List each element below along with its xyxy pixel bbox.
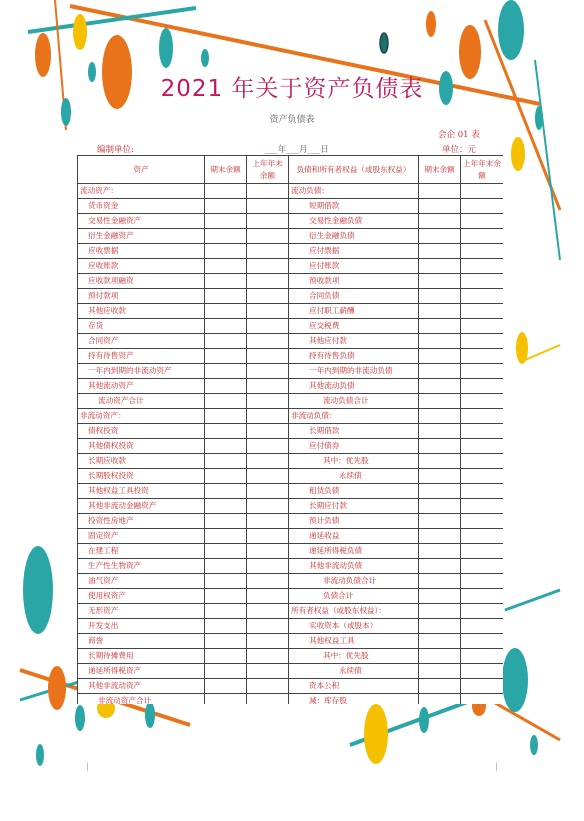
asset-prior-balance-cell[interactable] — [247, 214, 289, 229]
asset-prior-balance-cell[interactable] — [247, 439, 289, 454]
stripe-teal-bottom-right — [505, 590, 560, 610]
liability-end-balance-cell[interactable] — [419, 559, 461, 574]
liability-prior-balance-cell[interactable] — [461, 424, 504, 439]
blob-yellow — [73, 14, 87, 50]
blob-yellow-bottom — [364, 704, 388, 764]
asset-item-label: 债权投资 — [78, 424, 205, 439]
blob-teal-corner — [530, 735, 538, 755]
asset-end-balance-cell[interactable] — [205, 184, 247, 199]
asset-end-balance-cell[interactable] — [205, 559, 247, 574]
asset-prior-balance-cell[interactable] — [247, 274, 289, 289]
asset-end-balance-cell[interactable] — [205, 634, 247, 649]
asset-item-label: 长期应收款 — [78, 454, 205, 469]
asset-item-label: 投资性房地产 — [78, 514, 205, 529]
liability-item-label: 其中：优先股 — [289, 649, 419, 664]
liability-item-label: 预计负债 — [289, 514, 419, 529]
asset-prior-balance-cell[interactable] — [247, 349, 289, 364]
blob-orange-bottom-left — [48, 666, 66, 710]
asset-item-label: 应收款项融资 — [78, 274, 205, 289]
liability-prior-balance-cell[interactable] — [461, 334, 504, 349]
asset-item-label: 在建工程 — [78, 544, 205, 559]
liability-prior-balance-cell[interactable] — [461, 349, 504, 364]
page-title: 2021 年关于资产负债表 — [160, 76, 424, 102]
table-row — [78, 259, 504, 274]
asset-prior-balance-cell[interactable] — [247, 499, 289, 514]
liability-item-label: 永续债 — [289, 469, 419, 484]
asset-prior-balance-cell[interactable] — [247, 649, 289, 664]
table-row — [78, 289, 504, 304]
blob-yellow-right — [511, 137, 525, 171]
asset-prior-balance-cell[interactable] — [247, 619, 289, 634]
asset-end-balance-cell[interactable] — [205, 409, 247, 424]
asset-end-balance-cell[interactable] — [205, 694, 247, 705]
liability-end-balance-cell[interactable] — [419, 529, 461, 544]
liability-item-label: 交易性金融负债 — [289, 214, 419, 229]
asset-prior-balance-cell[interactable] — [247, 304, 289, 319]
header-prior-balance-right: 上年年末余额 — [461, 156, 504, 184]
asset-end-balance-cell[interactable] — [205, 529, 247, 544]
blob-yellow-right-mid — [516, 332, 528, 364]
asset-item-label: 一年内到期的非流动资产 — [78, 364, 205, 379]
asset-end-balance-cell[interactable] — [205, 544, 247, 559]
asset-prior-balance-cell[interactable] — [247, 679, 289, 694]
header-prior-balance: 上年年末余额 — [247, 156, 289, 184]
asset-end-balance-cell[interactable] — [205, 469, 247, 484]
asset-prior-balance-cell[interactable] — [247, 514, 289, 529]
table-row — [78, 439, 504, 454]
table-row — [78, 664, 504, 679]
asset-item-label: 使用权资产 — [78, 589, 205, 604]
liability-item-label: 递延所得税负债 — [289, 544, 419, 559]
liability-end-balance-cell[interactable] — [419, 304, 461, 319]
liability-item-label: 租赁负债 — [289, 484, 419, 499]
table-row — [78, 514, 504, 529]
liability-item-label: 预收款项 — [289, 274, 419, 289]
asset-item-label: 递延所得税资产 — [78, 664, 205, 679]
header-assets: 资产 — [78, 156, 205, 184]
liability-end-balance-cell[interactable] — [419, 634, 461, 649]
asset-prior-balance-cell[interactable] — [247, 259, 289, 274]
asset-prior-balance-cell[interactable] — [247, 394, 289, 409]
asset-end-balance-cell[interactable] — [205, 379, 247, 394]
liability-end-balance-cell[interactable] — [419, 214, 461, 229]
asset-end-balance-cell[interactable] — [205, 199, 247, 214]
asset-item-label: 预付款项 — [78, 289, 205, 304]
liability-item-label: 其他应付款 — [289, 334, 419, 349]
liability-end-balance-cell[interactable] — [419, 259, 461, 274]
liability-item-label: 所有者权益（或股东权益）： — [289, 604, 419, 619]
asset-item-label: 其他债权投资 — [78, 439, 205, 454]
asset-item-label: 生产性生物资产 — [78, 559, 205, 574]
asset-end-balance-cell[interactable] — [205, 484, 247, 499]
liability-end-balance-cell[interactable] — [419, 424, 461, 439]
liability-prior-balance-cell[interactable] — [461, 544, 504, 559]
table-row — [78, 454, 504, 469]
table-row — [78, 679, 504, 694]
liability-prior-balance-cell[interactable] — [461, 679, 504, 694]
liability-item-label: 非流动负债： — [289, 409, 419, 424]
liability-end-balance-cell[interactable] — [419, 319, 461, 334]
asset-item-label: 合同资产 — [78, 334, 205, 349]
liability-prior-balance-cell[interactable] — [461, 319, 504, 334]
liability-item-label: 负债合计 — [289, 589, 419, 604]
asset-prior-balance-cell[interactable] — [247, 334, 289, 349]
table-row — [78, 544, 504, 559]
header-end-balance-right: 期末余额 — [419, 156, 461, 184]
table-row — [78, 574, 504, 589]
blob-teal-bottom — [75, 705, 85, 731]
liability-item-label: 长期借款 — [289, 424, 419, 439]
asset-item-label: 货币资金 — [78, 199, 205, 214]
table-row — [78, 364, 504, 379]
asset-item-label: 油气资产 — [78, 574, 205, 589]
liability-item-label: 永续债 — [289, 664, 419, 679]
liability-item-label: 衍生金融负债 — [289, 229, 419, 244]
blob-teal-mid — [201, 49, 209, 67]
table-row — [78, 649, 504, 664]
liability-end-balance-cell[interactable] — [419, 454, 461, 469]
liability-prior-balance-cell[interactable] — [461, 634, 504, 649]
asset-item-label: 其他非流动金融资产 — [78, 499, 205, 514]
asset-item-label: 非流动资产： — [78, 409, 205, 424]
liability-prior-balance-cell[interactable] — [461, 649, 504, 664]
blob-teal-right — [498, 0, 524, 60]
asset-end-balance-cell[interactable] — [205, 499, 247, 514]
liability-end-balance-cell[interactable] — [419, 394, 461, 409]
liability-prior-balance-cell[interactable] — [461, 289, 504, 304]
liability-item-label: 实收资本（或股本） — [289, 619, 419, 634]
asset-prior-balance-cell[interactable] — [247, 694, 289, 705]
table-row — [78, 319, 504, 334]
table-row — [78, 589, 504, 604]
asset-prior-balance-cell[interactable] — [247, 469, 289, 484]
liability-end-balance-cell[interactable] — [419, 349, 461, 364]
asset-end-balance-cell[interactable] — [205, 394, 247, 409]
liability-end-balance-cell[interactable] — [419, 199, 461, 214]
asset-prior-balance-cell[interactable] — [247, 544, 289, 559]
liability-end-balance-cell[interactable] — [419, 334, 461, 349]
balance-sheet-table — [77, 155, 503, 704]
asset-end-balance-cell[interactable] — [205, 349, 247, 364]
asset-end-balance-cell[interactable] — [205, 229, 247, 244]
asset-end-balance-cell[interactable] — [205, 439, 247, 454]
asset-prior-balance-cell[interactable] — [247, 559, 289, 574]
footer-mark-left: | — [86, 762, 89, 771]
asset-item-label: 无形资产 — [78, 604, 205, 619]
blob-dark-teal — [380, 33, 388, 53]
liability-item-label: 其中：优先股 — [289, 454, 419, 469]
asset-end-balance-cell[interactable] — [205, 334, 247, 349]
liability-end-balance-cell[interactable] — [419, 619, 461, 634]
asset-prior-balance-cell[interactable] — [247, 409, 289, 424]
asset-prior-balance-cell[interactable] — [247, 244, 289, 259]
asset-item-label: 其他应收款 — [78, 304, 205, 319]
compiler-label: 编制单位: — [97, 145, 134, 155]
table-row — [78, 529, 504, 544]
liability-item-label: 应付票据 — [289, 244, 419, 259]
asset-end-balance-cell[interactable] — [205, 604, 247, 619]
asset-prior-balance-cell[interactable] — [247, 289, 289, 304]
liability-prior-balance-cell[interactable] — [461, 244, 504, 259]
unit-label: 单位：元 — [442, 145, 477, 155]
stripe-yellow-right — [525, 345, 560, 360]
liability-end-balance-cell[interactable] — [419, 364, 461, 379]
table-row — [78, 469, 504, 484]
liability-prior-balance-cell[interactable] — [461, 454, 504, 469]
table-header-row — [78, 156, 504, 184]
header-end-balance: 期末余额 — [205, 156, 247, 184]
liability-item-label: 持有待售负债 — [289, 349, 419, 364]
liability-item-label: 应付职工薪酬 — [289, 304, 419, 319]
liability-prior-balance-cell[interactable] — [461, 274, 504, 289]
liability-prior-balance-cell[interactable] — [461, 559, 504, 574]
asset-end-balance-cell[interactable] — [205, 619, 247, 634]
table-row — [78, 184, 504, 199]
liability-end-balance-cell[interactable] — [419, 274, 461, 289]
asset-item-label: 应收账款 — [78, 259, 205, 274]
asset-prior-balance-cell[interactable] — [247, 454, 289, 469]
liability-prior-balance-cell[interactable] — [461, 364, 504, 379]
header-liabilities-equity: 负债和所有者权益（或股东权益） — [289, 156, 419, 184]
table-row — [78, 484, 504, 499]
asset-end-balance-cell[interactable] — [205, 304, 247, 319]
asset-item-label: 商誉 — [78, 634, 205, 649]
asset-end-balance-cell[interactable] — [205, 514, 247, 529]
asset-prior-balance-cell[interactable] — [247, 574, 289, 589]
liability-prior-balance-cell[interactable] — [461, 499, 504, 514]
table-row — [78, 304, 504, 319]
blob-teal-bottom-left — [36, 744, 44, 766]
liability-item-label: 减：库存股 — [289, 694, 419, 705]
liability-prior-balance-cell[interactable] — [461, 694, 504, 705]
asset-prior-balance-cell[interactable] — [247, 379, 289, 394]
asset-end-balance-cell[interactable] — [205, 589, 247, 604]
liability-prior-balance-cell[interactable] — [461, 589, 504, 604]
liability-item-label: 其他流动负债 — [289, 379, 419, 394]
liability-end-balance-cell[interactable] — [419, 499, 461, 514]
asset-end-balance-cell[interactable] — [205, 664, 247, 679]
asset-item-label: 长期待摊费用 — [78, 649, 205, 664]
liability-end-balance-cell[interactable] — [419, 184, 461, 199]
liability-end-balance-cell[interactable] — [419, 589, 461, 604]
table-row — [78, 409, 504, 424]
asset-prior-balance-cell[interactable] — [247, 319, 289, 334]
asset-item-label: 持有待售资产 — [78, 349, 205, 364]
table-row — [78, 424, 504, 439]
table-row — [78, 349, 504, 364]
asset-end-balance-cell[interactable] — [205, 244, 247, 259]
liability-item-label: 资本公积 — [289, 679, 419, 694]
liability-end-balance-cell[interactable] — [419, 574, 461, 589]
asset-end-balance-cell[interactable] — [205, 319, 247, 334]
liability-prior-balance-cell[interactable] — [461, 184, 504, 199]
blob-teal — [159, 28, 173, 68]
liability-end-balance-cell[interactable] — [419, 694, 461, 705]
liability-prior-balance-cell[interactable] — [461, 199, 504, 214]
table-row — [78, 379, 504, 394]
table-row — [78, 694, 504, 705]
asset-prior-balance-cell[interactable] — [247, 529, 289, 544]
asset-end-balance-cell[interactable] — [205, 424, 247, 439]
liability-prior-balance-cell[interactable] — [461, 619, 504, 634]
liability-item-label: 其他非流动负债 — [289, 559, 419, 574]
table-row — [78, 394, 504, 409]
asset-item-label: 开发支出 — [78, 619, 205, 634]
asset-end-balance-cell[interactable] — [205, 364, 247, 379]
asset-item-label: 其他权益工具投资 — [78, 484, 205, 499]
asset-end-balance-cell[interactable] — [205, 574, 247, 589]
liability-end-balance-cell[interactable] — [419, 679, 461, 694]
asset-prior-balance-cell[interactable] — [247, 604, 289, 619]
asset-item-label: 流动资产： — [78, 184, 205, 199]
asset-prior-balance-cell[interactable] — [247, 634, 289, 649]
asset-end-balance-cell[interactable] — [205, 214, 247, 229]
asset-end-balance-cell[interactable] — [205, 649, 247, 664]
asset-end-balance-cell[interactable] — [205, 679, 247, 694]
table-row — [78, 229, 504, 244]
liability-prior-balance-cell[interactable] — [461, 259, 504, 274]
table-row — [78, 604, 504, 619]
liability-item-label: 应付债券 — [289, 439, 419, 454]
liability-item-label: 其他权益工具 — [289, 634, 419, 649]
blob-teal-bottom-right-large — [502, 648, 528, 712]
asset-item-label: 长期股权投资 — [78, 469, 205, 484]
blob-teal-large — [23, 546, 53, 634]
liability-prior-balance-cell[interactable] — [461, 664, 504, 679]
asset-item-label: 固定资产 — [78, 529, 205, 544]
liability-item-label: 应交税费 — [289, 319, 419, 334]
form-code: 会企 01 表 — [438, 130, 480, 140]
liability-end-balance-cell[interactable] — [419, 439, 461, 454]
blob-teal-bottom-right — [419, 707, 429, 733]
footer-mark-right: | — [495, 762, 498, 771]
asset-end-balance-cell[interactable] — [205, 289, 247, 304]
asset-prior-balance-cell[interactable] — [247, 199, 289, 214]
liability-end-balance-cell[interactable] — [419, 469, 461, 484]
liability-prior-balance-cell[interactable] — [461, 304, 504, 319]
table-row — [78, 619, 504, 634]
table-row — [78, 274, 504, 289]
asset-item-label: 应收票据 — [78, 244, 205, 259]
liability-end-balance-cell[interactable] — [419, 544, 461, 559]
table-row — [78, 634, 504, 649]
liability-prior-balance-cell[interactable] — [461, 469, 504, 484]
liability-item-label: 非流动负债合计 — [289, 574, 419, 589]
liability-end-balance-cell[interactable] — [419, 664, 461, 679]
asset-end-balance-cell[interactable] — [205, 259, 247, 274]
asset-item-label: 衍生金融资产 — [78, 229, 205, 244]
asset-end-balance-cell[interactable] — [205, 454, 247, 469]
liability-end-balance-cell[interactable] — [419, 484, 461, 499]
liability-prior-balance-cell[interactable] — [461, 529, 504, 544]
asset-prior-balance-cell[interactable] — [247, 424, 289, 439]
liability-item-label: 短期借款 — [289, 199, 419, 214]
table-row — [78, 214, 504, 229]
liability-item-label: 长期应付款 — [289, 499, 419, 514]
asset-item-label: 其他流动资产 — [78, 379, 205, 394]
asset-prior-balance-cell[interactable] — [247, 664, 289, 679]
liability-item-label: 流动负债： — [289, 184, 419, 199]
asset-prior-balance-cell[interactable] — [247, 484, 289, 499]
liability-end-balance-cell[interactable] — [419, 604, 461, 619]
liability-prior-balance-cell[interactable] — [461, 229, 504, 244]
table-row — [78, 244, 504, 259]
asset-end-balance-cell[interactable] — [205, 274, 247, 289]
asset-prior-balance-cell[interactable] — [247, 364, 289, 379]
liability-item-label: 一年内到期的非流动负债 — [289, 364, 419, 379]
asset-item-label: 交易性金融资产 — [78, 214, 205, 229]
asset-item-label: 其他非流动资产 — [78, 679, 205, 694]
asset-prior-balance-cell[interactable] — [247, 589, 289, 604]
statement-subtitle: 资产负债表 — [269, 115, 315, 125]
liability-prior-balance-cell[interactable] — [461, 214, 504, 229]
liability-prior-balance-cell[interactable] — [461, 484, 504, 499]
liability-item-label: 流动负债合计 — [289, 394, 419, 409]
asset-item-label: 非流动资产合计 — [78, 694, 205, 705]
table-row — [78, 199, 504, 214]
liability-end-balance-cell[interactable] — [419, 289, 461, 304]
liability-end-balance-cell[interactable] — [419, 514, 461, 529]
liability-prior-balance-cell[interactable] — [461, 439, 504, 454]
liability-prior-balance-cell[interactable] — [461, 574, 504, 589]
asset-prior-balance-cell[interactable] — [247, 229, 289, 244]
blob-teal-bottom-mid — [145, 702, 155, 728]
asset-item-label: 存货 — [78, 319, 205, 334]
liability-end-balance-cell[interactable] — [419, 244, 461, 259]
liability-item-label: 合同负债 — [289, 289, 419, 304]
table-row — [78, 499, 504, 514]
liability-prior-balance-cell[interactable] — [461, 379, 504, 394]
liability-prior-balance-cell[interactable] — [461, 409, 504, 424]
blob-orange-top-right — [426, 11, 436, 37]
liability-item-label: 应付账款 — [289, 259, 419, 274]
date-line: ___年___月___日 — [265, 145, 329, 155]
liability-prior-balance-cell[interactable] — [461, 514, 504, 529]
liability-end-balance-cell[interactable] — [419, 649, 461, 664]
asset-prior-balance-cell[interactable] — [247, 184, 289, 199]
liability-end-balance-cell[interactable] — [419, 409, 461, 424]
table-row — [78, 334, 504, 349]
liability-end-balance-cell[interactable] — [419, 229, 461, 244]
liability-prior-balance-cell[interactable] — [461, 394, 504, 409]
table-row — [78, 559, 504, 574]
asset-item-label: 流动资产合计 — [78, 394, 205, 409]
liability-item-label: 递延收益 — [289, 529, 419, 544]
liability-prior-balance-cell[interactable] — [461, 604, 504, 619]
liability-end-balance-cell[interactable] — [419, 379, 461, 394]
